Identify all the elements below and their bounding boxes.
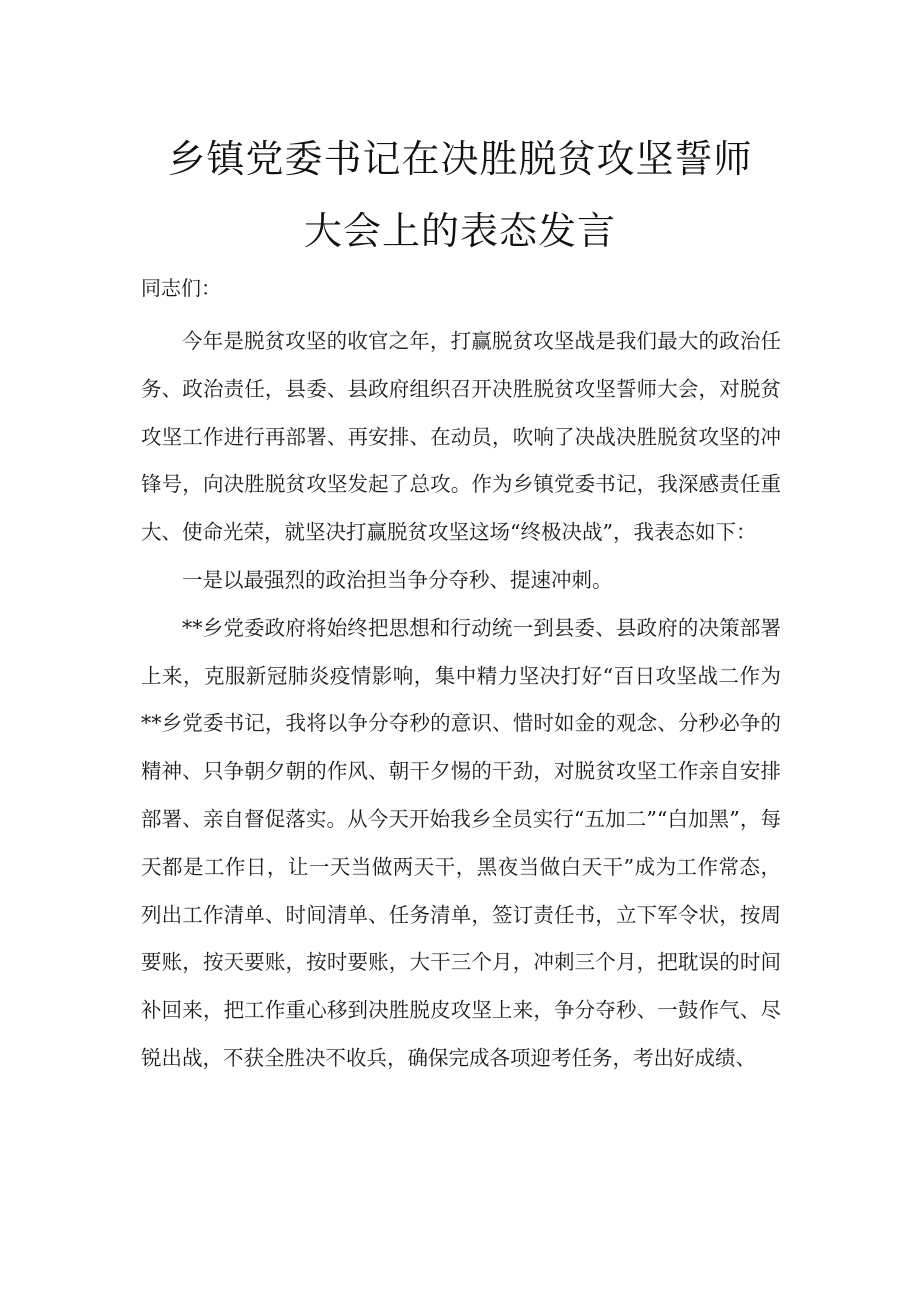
document-title-line-1: 乡镇党委书记在决胜脱贫攻坚誓师 xyxy=(167,137,753,181)
salutation: 同志们： xyxy=(141,276,221,300)
paragraph-point-one-detail: **乡党委政府将始终把思想和行动统一到县委、县政府的决策部署上来，克服新冠肺炎疫情影响，集中精力坚决打好“百日攻坚战二作为**乡党委书记，我将以争分夺秒的意识、惜时如金的观念、分秒必争的精神、只争朝夕朝的作风、朝干夕惕的干劲，对脱贫攻坚工作亲自安排部署、亲自督促落实。从今天开始我乡全员实行“五加二”“白加黑”，每天都是工作日，让一天当做两天干，黑夜当做白天干”成为工作常态，列出工作清单、时间清单、任务清单，签订责任书，立下军令状，按周要账，按天要账，按时要账，大干三个月，冲刺三个月，把耽误的时间补回来，把工作重心移到决胜脱皮攻坚上来，争分夺秒、一鼓作气、尽锐出战，不获全胜决不收兵，确保完成各项迎考任务，考出好成绩、 xyxy=(141,615,781,1070)
paragraph-point-one-heading: 一是以最强烈的政治担当争分夺秒、提速冲刺。 xyxy=(182,567,613,592)
document-body xyxy=(141,318,781,1083)
document-title-line-2: 大会上的表态发言 xyxy=(303,209,616,253)
paragraph-intro: 今年是脱贫攻坚的收官之年，打赢脱贫攻坚战是我们最大的政治任务、政治责任，县委、县政府组织召开决胜脱贫攻坚誓师大会，对脱贫攻坚工作进行再部署、再安排、在动员，吹响了决战决胜脱贫攻坚的冲锋号，向决胜脱贫攻坚发起了总攻。作为乡镇党委书记，我深感责任重大、使命光荣，就坚决打赢脱贫攻坚这场“终极决战”，我表态如下： xyxy=(141,329,781,545)
